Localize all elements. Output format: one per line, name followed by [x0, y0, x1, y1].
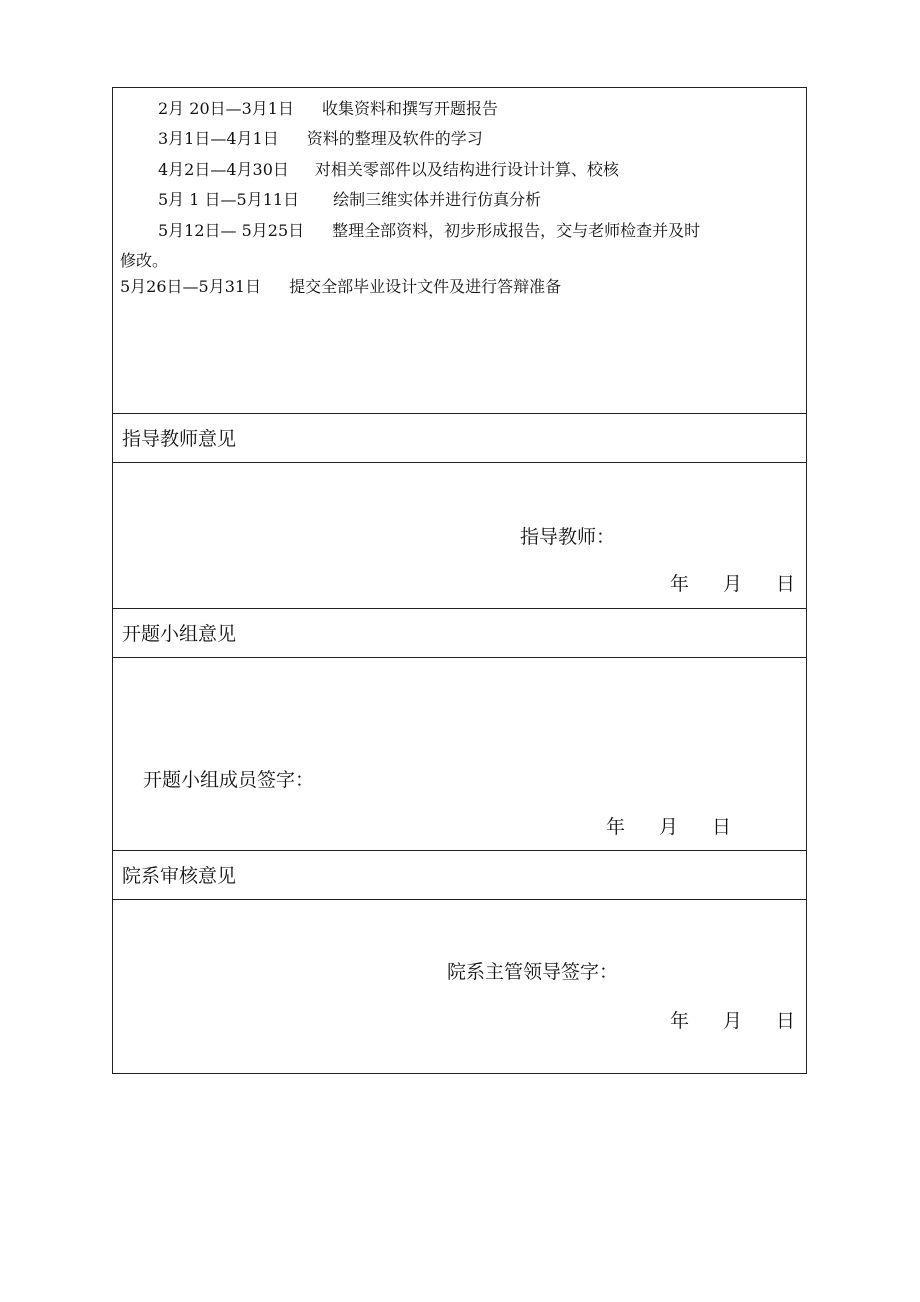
schedule-row [158, 99, 498, 119]
advisor-opinion-heading: 指导教师意见 [122, 428, 237, 450]
department-date-line [670, 1009, 795, 1033]
year-label: 年 [670, 573, 690, 595]
day-label: 日 [776, 573, 796, 595]
panel-opinion-heading: 开题小组意见 [122, 623, 237, 645]
row-divider [113, 608, 806, 609]
schedule-task: 提交全部毕业设计文件及进行答辩准备 [289, 277, 562, 296]
schedule-task: 收集资料和撰写开题报告 [322, 99, 499, 118]
row-divider [113, 899, 806, 900]
year-label: 年 [606, 816, 626, 838]
row-divider [113, 657, 806, 658]
schedule-task: 对相关零部件以及结构进行设计计算、校核 [314, 160, 619, 179]
schedule-dates: 5月 1 日—5月11日 [158, 190, 300, 209]
day-label: 日 [712, 816, 732, 838]
schedule-task: 资料的整理及软件的学习 [306, 129, 483, 148]
schedule-row [158, 160, 619, 180]
department-review-heading: 院系审核意见 [122, 865, 237, 887]
schedule-task: 绘制三维实体并进行仿真分析 [333, 190, 542, 209]
schedule-row [158, 129, 483, 149]
schedule-row [158, 190, 541, 210]
row-divider [113, 462, 806, 463]
month-label: 月 [723, 1010, 743, 1032]
panel-signature-label: 开题小组成员签字： [143, 769, 315, 791]
schedule-row [158, 221, 700, 241]
schedule-dates: 5月26日—5月31日 [120, 277, 262, 296]
row-divider [113, 413, 806, 414]
advisor-date-line [670, 572, 795, 596]
schedule-row [120, 277, 561, 297]
panel-date-line [606, 815, 731, 839]
department-signature-label: 院系主管领导签字： [447, 961, 619, 983]
month-label: 月 [723, 573, 743, 595]
month-label: 月 [659, 816, 679, 838]
advisor-signature-label: 指导教师： [520, 526, 616, 548]
proposal-form-table [112, 87, 807, 1074]
day-label: 日 [776, 1010, 796, 1032]
schedule-continuation: 修改。 [120, 251, 169, 270]
schedule-dates: 4月2日—4月30日 [158, 160, 289, 179]
schedule-task: 整理全部资料，初步形成报告，交与老师检查并及时 [332, 221, 701, 240]
schedule-dates: 2月 20日—3月1日 [158, 99, 294, 118]
schedule-dates: 5月12日— 5月25日 [158, 221, 305, 240]
row-divider [113, 850, 806, 851]
year-label: 年 [670, 1010, 690, 1032]
schedule-dates: 3月1日—4月1日 [158, 129, 279, 148]
